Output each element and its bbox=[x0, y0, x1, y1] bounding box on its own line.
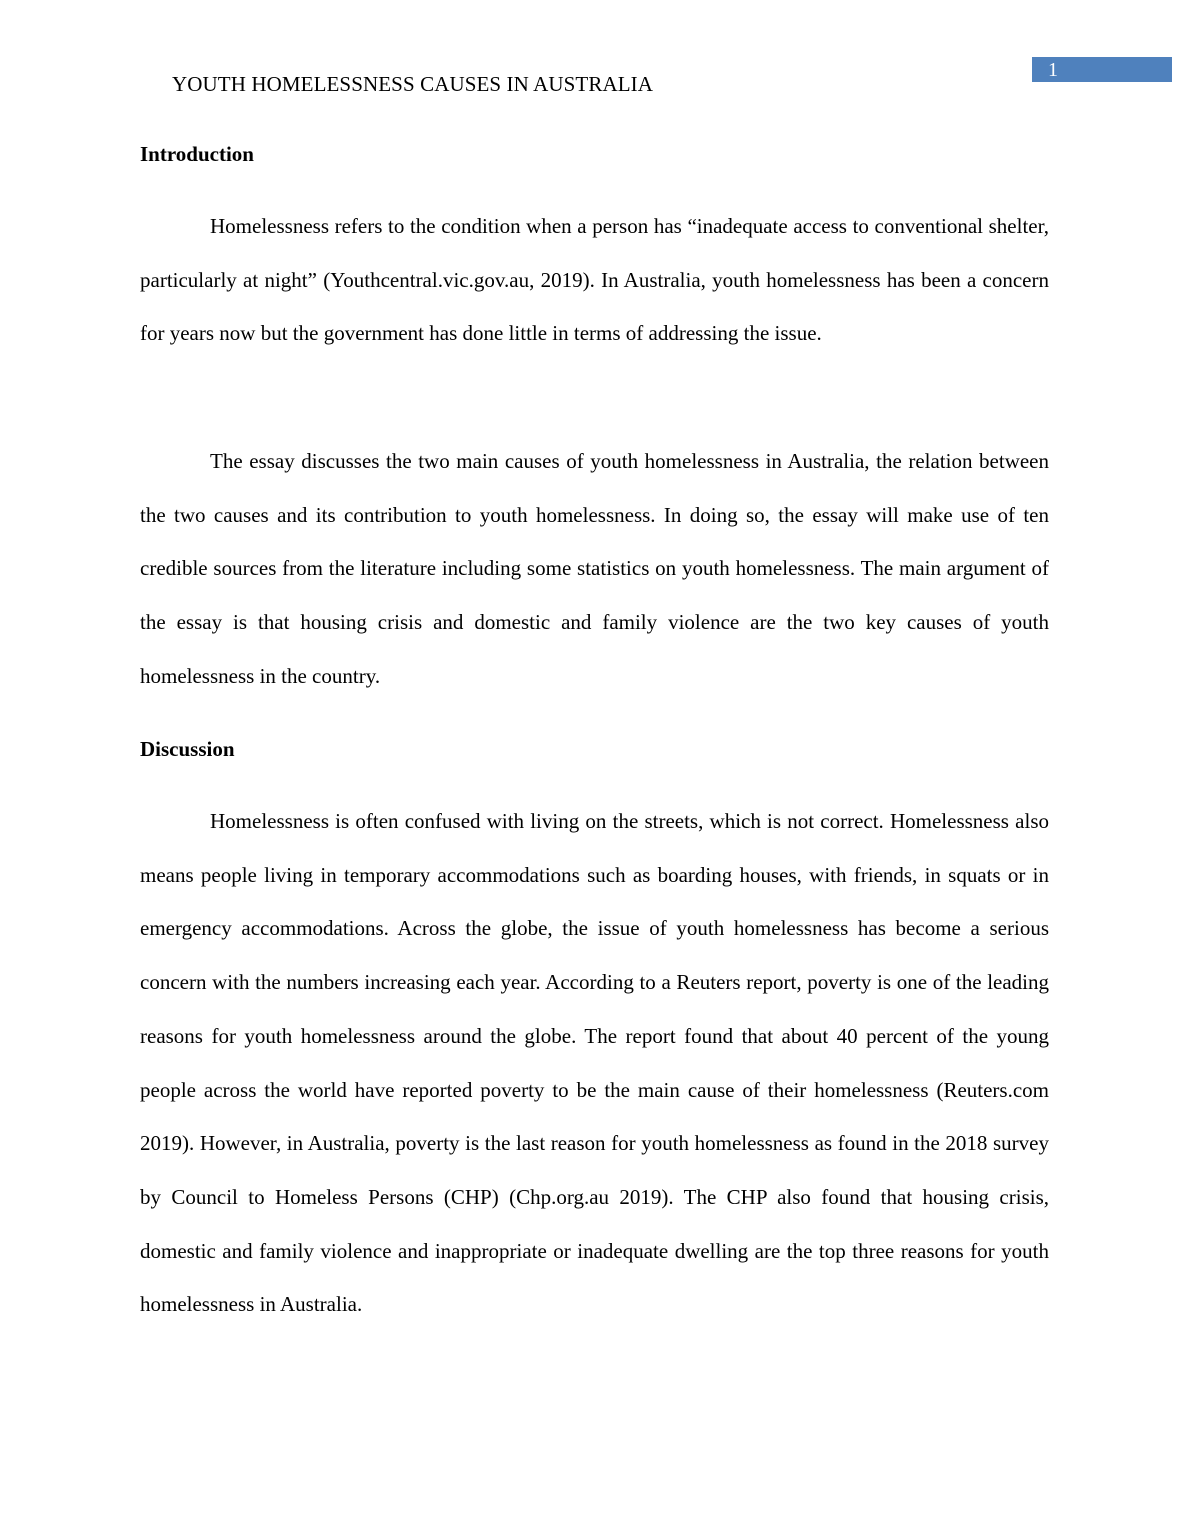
section-heading-discussion: Discussion bbox=[140, 737, 235, 761]
running-head: YOUTH HOMELESSNESS CAUSES IN AUSTRALIA bbox=[172, 72, 654, 96]
paragraph-discussion-1: Homelessness is often confused with living on the streets, which is not correct. Homelessness also means people living in temporary accommodations such as boarding houses, with friends, in squats or in emergency accommodations. Across the globe, the issue of youth homelessness has become a serious concern with the numbers increasing each year. According to a Reuters report, poverty is one of the leading reasons for youth homelessness around the globe. The report found that about 40 percent of the young people across the world have reported poverty to be the main cause of their homelessness (Reuters.com 2019). However, in Australia, poverty is the last reason for youth homelessness as found in the 2018 survey by Council to Homeless Persons (CHP) (Chp.org.au 2019). The CHP also found that housing crisis, domestic and family violence and inappropriate or inadequate dwelling are the top three reasons for youth homelessness in Australia. bbox=[140, 809, 1049, 1317]
page-number-bar bbox=[1032, 57, 1172, 82]
paragraph-intro-1: Homelessness refers to the condition when a person has “inadequate access to conventional shelter, particularly at night” (Youthcentral.vic.gov.au, 2019). In Australia, youth homelessness has been a concern for years now but the government has done little in terms of addressing the issue. bbox=[140, 214, 1049, 346]
paragraph-intro-2: The essay discusses the two main causes of youth homelessness in Australia, the relation between the two causes and its contribution to youth homelessness. In doing so, the essay will make use of ten credible sources from the literature including some statistics on youth homelessness. The main argument of the essay is that housing crisis and domestic and family violence are the two key causes of youth homelessness in the country. bbox=[140, 449, 1049, 688]
section-heading-introduction: Introduction bbox=[140, 142, 254, 166]
page-number: 1 bbox=[1048, 59, 1058, 81]
